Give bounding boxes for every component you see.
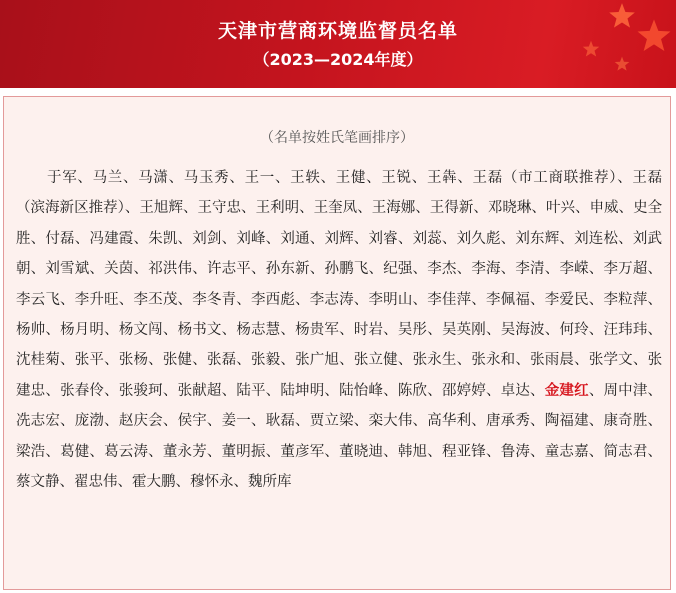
name-item: 葛健、 — [60, 443, 105, 460]
name-item: 程亚锋、 — [441, 443, 501, 460]
page-title: 天津市营商环境监督员名单 — [217, 20, 458, 42]
name-item: 申威、 — [589, 200, 634, 217]
star-icon — [608, 2, 636, 30]
name-item: 吴彤、 — [397, 322, 442, 339]
name-item: 简志君、 — [603, 443, 663, 460]
name-item: 童志嘉、 — [544, 443, 604, 460]
name-item: 杨帅、 — [16, 322, 61, 339]
name-item: 朱凯、 — [148, 230, 193, 247]
page-subtitle: （2023—2024年度） — [253, 50, 423, 69]
name-item: 耿磊、 — [265, 413, 310, 430]
name-item: 杨书文、 — [177, 322, 237, 339]
name-item: 王得新、 — [429, 200, 488, 217]
name-item: 张杨、 — [118, 352, 163, 369]
name-item: 杨贵军、 — [295, 322, 354, 339]
header-banner — [0, 0, 676, 88]
name-item: 沈桂菊、 — [16, 352, 75, 369]
name-item: 张学文、 — [588, 352, 648, 369]
name-item: 叶兴、 — [545, 200, 590, 217]
name-item: 邓晓琳、 — [487, 200, 546, 217]
name-item: 王守忠、 — [197, 200, 256, 217]
name-item: 魏所库 — [248, 474, 292, 491]
name-item: 付磊、 — [45, 230, 90, 247]
name-item: 王海娜、 — [371, 200, 430, 217]
name-item: 王磊（滨海新区推荐）、 — [16, 170, 663, 217]
name-item: 陆坤明、 — [280, 382, 340, 399]
name-item: 霍大鹏、 — [132, 474, 190, 491]
name-item: 董明振、 — [221, 443, 281, 460]
highlighted-name: 金建红 — [544, 382, 589, 399]
name-item: 王锐、 — [381, 170, 427, 186]
name-item: 许志平、 — [206, 261, 266, 278]
name-item: 刘峰、 — [236, 230, 281, 247]
name-list-panel — [3, 96, 671, 590]
name-item: 刘蕊、 — [412, 230, 457, 247]
name-item: 张建忠、 — [16, 352, 663, 399]
star-icon — [614, 56, 630, 72]
name-item: 张磊、 — [206, 352, 251, 369]
name-item: 张春伶、 — [60, 382, 119, 399]
name-item: 刘睿、 — [368, 230, 413, 247]
name-item: 翟忠伟、 — [74, 474, 132, 491]
name-item: 李清、 — [515, 261, 560, 278]
name-item: 张立健、 — [353, 352, 413, 369]
name-item: 庞渤、 — [74, 413, 119, 430]
name-item: 纪强、 — [383, 261, 428, 278]
name-item: 董晓迪、 — [339, 443, 398, 460]
name-item: 祁洪伟、 — [148, 261, 207, 278]
name-item: 冼志宏、 — [16, 413, 75, 430]
name-item: 陶福建、 — [544, 413, 604, 430]
name-item: 张健、 — [162, 352, 207, 369]
sort-note: （名单按姓氏笔画排序） — [260, 130, 414, 146]
name-item: 王利明、 — [255, 200, 314, 217]
name-item: 杨志慧、 — [236, 322, 296, 339]
name-item: 李冬青、 — [192, 291, 251, 308]
name-item: 李西彪、 — [251, 291, 310, 308]
name-item: 李万超、 — [603, 261, 663, 278]
name-item: 李志涛、 — [309, 291, 369, 308]
name-item: 李明山、 — [368, 291, 428, 308]
name-item: 王一、 — [244, 170, 291, 186]
name-item: 于军、 — [47, 170, 93, 186]
name-item: 李嵘、 — [559, 261, 604, 278]
star-icon — [636, 18, 672, 54]
name-item: 卓达、 — [500, 382, 545, 399]
name-item: 吴海波、 — [500, 322, 560, 339]
name-item: 王旭辉、 — [139, 200, 198, 217]
name-item: 高华利、 — [427, 413, 486, 430]
name-item: 董永芳、 — [162, 443, 222, 460]
name-item: 史全胜、 — [16, 200, 663, 247]
name-item: 关茵、 — [104, 261, 149, 278]
name-item: 王健、 — [335, 170, 382, 186]
name-item: 、 — [588, 382, 604, 399]
name-item: 张广旭、 — [295, 352, 354, 369]
decorative-stars — [556, 0, 676, 88]
name-item: 马兰、 — [92, 170, 139, 186]
name-item: 李爱民、 — [544, 291, 604, 308]
name-item: 穆怀永、 — [190, 474, 248, 491]
name-item: 李升旺、 — [74, 291, 134, 308]
name-item: 李丕茂、 — [133, 291, 193, 308]
name-item: 张骏珂、 — [118, 382, 178, 399]
star-icon — [582, 40, 600, 58]
name-item: 赵庆会、 — [118, 413, 178, 430]
name-item: 王轶、 — [290, 170, 336, 186]
name-item: 梁浩、 — [16, 443, 61, 460]
name-item: 李佩福、 — [486, 291, 545, 308]
name-list — [16, 163, 662, 497]
name-item: 陈欣、 — [397, 382, 442, 399]
name-item: 刘雪斌、 — [45, 261, 105, 278]
name-item: 邵婷婷、 — [441, 382, 501, 399]
name-item: 冯建霞、 — [89, 230, 149, 247]
name-item: 李云飞、 — [16, 291, 75, 308]
name-item: 侯宇、 — [177, 413, 222, 430]
name-item: 何玲、 — [559, 322, 604, 339]
name-item: 李佳萍、 — [427, 291, 486, 308]
name-item: 董彦军、 — [280, 443, 340, 460]
name-item: 张雨晨、 — [530, 352, 589, 369]
name-item: 栾大伟、 — [368, 413, 428, 430]
name-item: 李海、 — [471, 261, 516, 278]
name-item: 刘辉、 — [324, 230, 369, 247]
name-item: 刘连松、 — [574, 230, 633, 247]
name-item: 张毅、 — [251, 352, 296, 369]
name-item: 刘通、 — [280, 230, 325, 247]
name-item: 贾立梁、 — [309, 413, 369, 430]
name-item: 陆怡峰、 — [339, 382, 398, 399]
name-item: 陆平、 — [236, 382, 281, 399]
name-item: 唐承秀、 — [486, 413, 545, 430]
name-item: 姜一、 — [221, 413, 266, 430]
name-item: 周中津、 — [603, 382, 663, 399]
name-item: 张平、 — [74, 352, 119, 369]
name-item: 刘武朝、 — [16, 230, 663, 278]
name-item: 刘久彪、 — [456, 230, 516, 247]
name-item: 孙东新、 — [265, 261, 325, 278]
name-item: 张永和、 — [471, 352, 531, 369]
name-item: 张永生、 — [412, 352, 472, 369]
name-item: 王磊（市工商联推荐）、 — [472, 170, 633, 186]
name-item: 蔡文静、 — [16, 474, 74, 491]
name-item: 马潇、 — [138, 170, 184, 186]
name-item: 刘剑、 — [192, 230, 237, 247]
name-item: 张献超、 — [177, 382, 237, 399]
name-item: 刘东辉、 — [515, 230, 575, 247]
name-item: 杨文闯、 — [118, 322, 178, 339]
name-item: 吴英刚、 — [441, 322, 501, 339]
name-item: 李杰、 — [427, 261, 472, 278]
name-item: 康奇胜、 — [603, 413, 663, 430]
name-item: 孙鹏飞、 — [324, 261, 384, 278]
name-item: 时岩、 — [353, 322, 398, 339]
name-item: 葛云涛、 — [104, 443, 163, 460]
name-item: 马玉秀、 — [183, 170, 245, 186]
name-item: 韩旭、 — [397, 443, 442, 460]
name-item: 李粒萍、 — [603, 291, 663, 308]
name-item: 杨月明、 — [60, 322, 119, 339]
name-item: 王犇、 — [426, 170, 473, 186]
name-item: 鲁涛、 — [500, 443, 545, 460]
name-item: 汪玮玮、 — [603, 322, 663, 339]
name-item: 王奎凤、 — [313, 200, 372, 217]
